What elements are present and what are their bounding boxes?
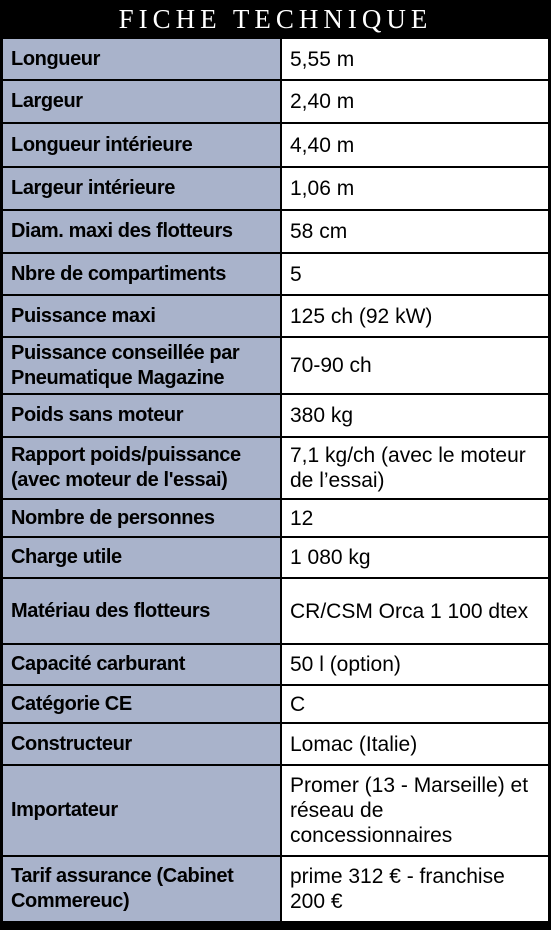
spec-label: Largeur [2,80,281,123]
spec-row [2,394,549,437]
spec-value: 58 cm [281,210,549,253]
spec-value: CR/CSM Orca 1 100 dtex [281,578,549,644]
spec-value: 2,40 m [281,80,549,123]
sheet-title: FICHE TECHNIQUE [1,1,550,37]
spec-label: Matériau des flotteurs [2,578,281,644]
spec-value: 5 [281,253,549,295]
spec-label: Poids sans moteur [2,394,281,437]
spec-label: Rapport poids/puissance (avec moteur de l'essai) [2,437,281,499]
spec-value: 4,40 m [281,123,549,167]
spec-value: Promer (13 - Marseille) et réseau de concessionnaires [281,765,549,856]
spec-value: 50 l (option) [281,644,549,685]
spec-value: 380 kg [281,394,549,437]
spec-value: 7,1 kg/ch (avec le moteur de l’essai) [281,437,549,499]
spec-label: Longueur intérieure [2,123,281,167]
spec-label: Puissance conseillée par Pneumatique Magazine [2,337,281,394]
spec-row [2,253,549,295]
spec-row [2,765,549,856]
spec-label: Longueur [2,38,281,80]
spec-label: Largeur intérieure [2,167,281,210]
spec-row [2,80,549,123]
spec-value: 1 080 kg [281,537,549,578]
spec-value: 12 [281,499,549,537]
spec-row [2,167,549,210]
spec-label: Nbre de compartiments [2,253,281,295]
spec-row [2,499,549,537]
spec-row [2,578,549,644]
spec-label: Tarif assurance (Cabinet Commereuc) [2,856,281,922]
spec-value: 5,55 m [281,38,549,80]
spec-row [2,337,549,394]
spec-label: Diam. maxi des flotteurs [2,210,281,253]
spec-label: Capacité carburant [2,644,281,685]
spec-row [2,644,549,685]
spec-row [2,685,549,723]
spec-row [2,123,549,167]
spec-row [2,295,549,337]
spec-label: Nombre de personnes [2,499,281,537]
spec-label: Puissance maxi [2,295,281,337]
spec-value: 1,06 m [281,167,549,210]
spec-label: Charge utile [2,537,281,578]
spec-row [2,856,549,922]
spec-row [2,210,549,253]
spec-value: Lomac (Italie) [281,723,549,765]
spec-row [2,723,549,765]
spec-label: Catégorie CE [2,685,281,723]
spec-value: prime 312 € - franchise 200 € [281,856,549,922]
spec-value: 125 ch (92 kW) [281,295,549,337]
spec-value: 70-90 ch [281,337,549,394]
spec-label: Importateur [2,765,281,856]
spec-label: Constructeur [2,723,281,765]
spec-value: C [281,685,549,723]
spec-row [2,38,549,80]
spec-table [1,37,550,923]
spec-row [2,437,549,499]
spec-row [2,537,549,578]
